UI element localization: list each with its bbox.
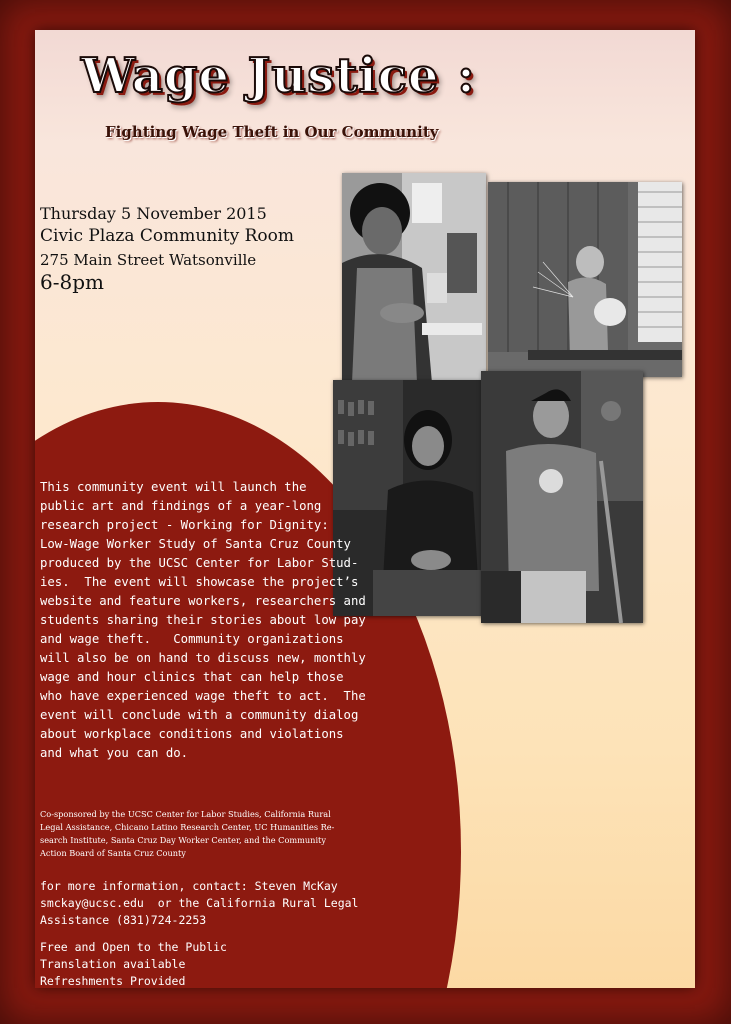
event-venue: Civic Plaza Community Room <box>40 226 294 246</box>
event-date: Thursday 5 November 2015 <box>40 204 267 223</box>
free-admission-text: Free and Open to the Public <box>40 940 227 954</box>
contact-info: for more information, contact: Steven McKay smckay@ucsc.edu or the California Rural Legal Assistance (831)724-2253 <box>40 879 359 927</box>
poster-panel <box>35 30 695 988</box>
event-description: This community event will launch the public art and findings of a year-long research project - Working for Dignity: Low-Wage Worker Study of Santa Cruz County produced by the UCSC Center for Labor Stud- ies. The event will showcase the project’s website and feature workers, researchers and students sharing their stories about low pay and wage theft. Community organizations will also be on hand to discuss new, monthly wage and hour clinics that can help those who have experienced wage theft to act. The event will conclude with a community dialog about workplace conditions and violations and what you can do. <box>40 480 366 760</box>
refreshments-text: Refreshments Provided <box>40 974 186 988</box>
event-address: 275 Main Street Watsonville <box>40 251 257 269</box>
woman-cooking-photo <box>342 173 486 383</box>
cosponsors-text: Co-sponsored by the UCSC Center for Labor Studies, California Rural Legal Assistance, Chicano Latino Research Center, UC Humanities Re- search Institute, Santa Cruz Day Worker Center, and the Community Action Board of Santa Cruz County <box>40 809 335 858</box>
man-with-broom-photo <box>481 371 643 623</box>
poster-subtitle: Fighting Wage Theft in Our Community <box>105 123 439 141</box>
worker-grinding-photo <box>488 182 682 377</box>
translation-text: Translation available <box>40 957 186 971</box>
event-time: 6-8pm <box>40 270 104 294</box>
event-extras <box>40 939 227 988</box>
poster-title: Wage Justice : <box>81 48 476 104</box>
